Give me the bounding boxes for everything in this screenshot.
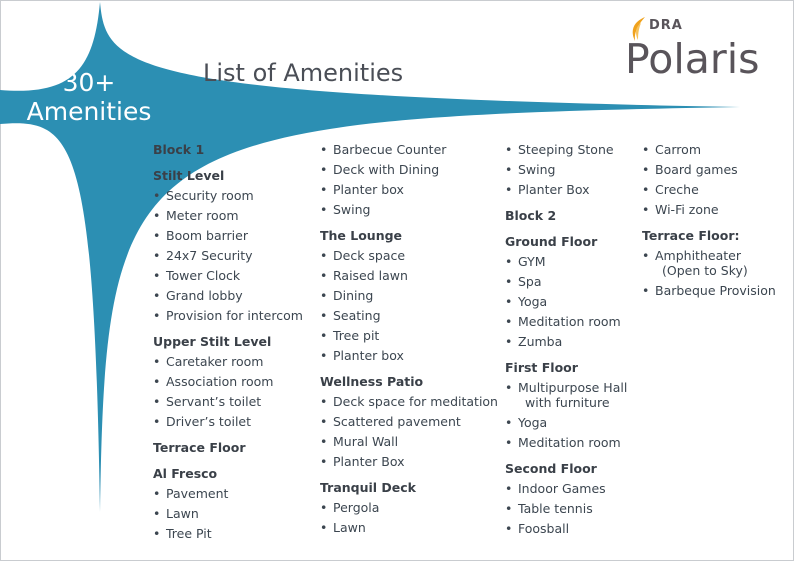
amenity-item bbox=[153, 392, 303, 412]
bullet-icon: • bbox=[153, 526, 161, 541]
bullet-icon: • bbox=[153, 268, 161, 283]
bullet-icon: • bbox=[320, 414, 328, 429]
section-heading: Second Floor bbox=[505, 461, 597, 476]
amenity-item bbox=[505, 479, 627, 499]
amenity-item bbox=[320, 518, 498, 538]
section-heading: The Lounge bbox=[320, 228, 403, 243]
amenity-item bbox=[153, 352, 303, 372]
bullet-icon: • bbox=[505, 162, 513, 177]
bullet-icon: • bbox=[320, 288, 328, 303]
bullet-icon: • bbox=[153, 288, 161, 303]
amenity-item bbox=[505, 332, 627, 352]
amenity-label: Yoga bbox=[518, 415, 548, 430]
amenity-label: Pavement bbox=[166, 486, 229, 501]
amenity-label-continued: (Open to Sky) bbox=[662, 263, 748, 278]
amenity-item bbox=[153, 504, 303, 524]
amenity-item bbox=[320, 326, 498, 346]
logo-brand: DRA bbox=[649, 18, 683, 33]
bullet-icon: • bbox=[320, 394, 328, 409]
amenities-column-3 bbox=[505, 140, 627, 539]
amenity-label: Creche bbox=[655, 182, 699, 197]
amenity-item bbox=[505, 292, 627, 312]
amenity-label: Planter Box bbox=[333, 454, 405, 469]
bullet-icon: • bbox=[505, 435, 513, 450]
bullet-icon: • bbox=[642, 248, 650, 263]
bullet-icon: • bbox=[642, 162, 650, 177]
amenity-label: Meditation room bbox=[518, 435, 621, 450]
amenity-item bbox=[642, 200, 776, 220]
bullet-icon: • bbox=[153, 506, 161, 521]
amenity-label: Barbeque Provision bbox=[655, 283, 776, 298]
amenity-label: Grand lobby bbox=[166, 288, 243, 303]
bullet-icon: • bbox=[320, 348, 328, 363]
amenity-item bbox=[153, 226, 303, 246]
section-heading: First Floor bbox=[505, 360, 578, 375]
amenity-item bbox=[153, 286, 303, 306]
bullet-icon: • bbox=[153, 248, 161, 263]
bullet-icon: • bbox=[320, 328, 328, 343]
bullet-icon: • bbox=[642, 283, 650, 298]
amenity-label: Association room bbox=[166, 374, 274, 389]
section-heading: Terrace Floor bbox=[153, 440, 246, 455]
amenity-label: Seating bbox=[333, 308, 381, 323]
amenity-label: GYM bbox=[518, 254, 546, 269]
section-heading: Al Fresco bbox=[153, 466, 218, 481]
amenity-item bbox=[505, 140, 627, 160]
bullet-icon: • bbox=[642, 142, 650, 157]
amenity-label: Deck with Dining bbox=[333, 162, 440, 177]
section-heading: Terrace Floor: bbox=[642, 228, 740, 243]
bullet-icon: • bbox=[642, 202, 650, 217]
amenity-item bbox=[320, 286, 498, 306]
amenity-label: Tree pit bbox=[333, 328, 380, 343]
bullet-icon: • bbox=[320, 500, 328, 515]
bullet-icon: • bbox=[153, 308, 161, 323]
amenity-item bbox=[320, 200, 498, 220]
amenity-item bbox=[153, 524, 303, 544]
amenity-item bbox=[320, 180, 498, 200]
amenity-label: Spa bbox=[518, 274, 542, 289]
amenity-label: Boom barrier bbox=[166, 228, 248, 243]
amenity-label: Meditation room bbox=[518, 314, 621, 329]
amenity-label: Mural Wall bbox=[333, 434, 399, 449]
amenity-label: Foosball bbox=[518, 521, 570, 536]
amenity-label: Carrom bbox=[655, 142, 701, 157]
bullet-icon: • bbox=[320, 308, 328, 323]
section-heading: Tranquil Deck bbox=[320, 480, 416, 495]
amenity-label: Meter room bbox=[166, 208, 239, 223]
bullet-icon: • bbox=[505, 274, 513, 289]
bullet-icon: • bbox=[320, 142, 328, 157]
section-heading: Block 1 bbox=[153, 142, 205, 157]
amenity-label: Servant’s toilet bbox=[166, 394, 262, 409]
amenity-item bbox=[505, 433, 627, 453]
amenity-label: Security room bbox=[166, 188, 254, 203]
amenity-item bbox=[320, 346, 498, 366]
amenity-label: Deck space bbox=[333, 248, 406, 263]
amenity-label: Multipurpose Hall bbox=[518, 380, 628, 395]
bullet-icon: • bbox=[505, 380, 513, 395]
amenity-label: Barbecue Counter bbox=[333, 142, 447, 157]
polaris-logo bbox=[625, 16, 775, 88]
section-heading: Upper Stilt Level bbox=[153, 334, 272, 349]
bullet-icon: • bbox=[320, 454, 328, 469]
amenity-item bbox=[153, 246, 303, 266]
amenity-label: Driver’s toilet bbox=[166, 414, 252, 429]
section-heading: Stilt Level bbox=[153, 168, 225, 183]
logo-name: Polaris bbox=[625, 35, 760, 83]
amenity-item bbox=[505, 160, 627, 180]
bullet-icon: • bbox=[153, 374, 161, 389]
amenity-item bbox=[153, 372, 303, 392]
bullet-icon: • bbox=[153, 486, 161, 501]
amenity-item bbox=[505, 499, 627, 519]
bullet-icon: • bbox=[505, 142, 513, 157]
bullet-icon: • bbox=[153, 394, 161, 409]
amenity-label: Indoor Games bbox=[518, 481, 606, 496]
amenity-item bbox=[320, 392, 498, 412]
amenity-item bbox=[642, 140, 776, 160]
amenity-label: Yoga bbox=[518, 294, 548, 309]
amenity-label: Swing bbox=[333, 202, 371, 217]
bullet-icon: • bbox=[505, 294, 513, 309]
bullet-icon: • bbox=[320, 520, 328, 535]
amenity-label: Deck space for meditation bbox=[333, 394, 498, 409]
bullet-icon: • bbox=[320, 202, 328, 217]
amenity-label: Planter box bbox=[333, 182, 404, 197]
amenity-item bbox=[153, 484, 303, 504]
amenity-item bbox=[320, 306, 498, 326]
bullet-icon: • bbox=[153, 208, 161, 223]
page-title: List of Amenities bbox=[203, 59, 404, 87]
bullet-icon: • bbox=[505, 182, 513, 197]
amenities-column-1 bbox=[153, 140, 303, 544]
amenity-label: Zumba bbox=[518, 334, 563, 349]
bullet-icon: • bbox=[505, 314, 513, 329]
amenity-label: Scattered pavement bbox=[333, 414, 461, 429]
bullet-icon: • bbox=[320, 162, 328, 177]
amenity-label: Lawn bbox=[166, 506, 199, 521]
bullet-icon: • bbox=[153, 188, 161, 203]
amenity-label-continued: with furniture bbox=[525, 395, 610, 410]
amenity-label: Board games bbox=[655, 162, 738, 177]
badge-label: Amenities bbox=[26, 97, 152, 126]
amenity-item bbox=[505, 180, 627, 200]
amenity-label: Table tennis bbox=[518, 501, 593, 516]
amenity-label: Caretaker room bbox=[166, 354, 264, 369]
amenity-item bbox=[153, 266, 303, 286]
amenities-badge bbox=[0, 68, 178, 126]
amenity-item bbox=[320, 432, 498, 452]
amenity-item bbox=[642, 281, 776, 301]
section-heading: Wellness Patio bbox=[320, 374, 424, 389]
amenity-item bbox=[642, 180, 776, 200]
amenity-item bbox=[505, 378, 627, 413]
amenity-item bbox=[320, 246, 498, 266]
amenity-item bbox=[320, 412, 498, 432]
amenity-item bbox=[642, 246, 776, 281]
amenity-item bbox=[320, 452, 498, 472]
amenity-item bbox=[642, 160, 776, 180]
amenity-item bbox=[505, 519, 627, 539]
bullet-icon: • bbox=[505, 501, 513, 516]
bullet-icon: • bbox=[320, 182, 328, 197]
bullet-icon: • bbox=[505, 415, 513, 430]
amenity-item bbox=[320, 160, 498, 180]
amenity-item bbox=[505, 272, 627, 292]
amenities-column-4 bbox=[642, 140, 776, 301]
amenity-item bbox=[153, 186, 303, 206]
bullet-icon: • bbox=[153, 414, 161, 429]
bullet-icon: • bbox=[505, 481, 513, 496]
bullet-icon: • bbox=[505, 521, 513, 536]
amenity-label: Dining bbox=[333, 288, 374, 303]
amenity-label: Pergola bbox=[333, 500, 380, 515]
section-heading: Ground Floor bbox=[505, 234, 598, 249]
amenity-item bbox=[153, 306, 303, 326]
bullet-icon: • bbox=[320, 248, 328, 263]
bullet-icon: • bbox=[153, 354, 161, 369]
amenity-label: Planter Box bbox=[518, 182, 590, 197]
amenity-item bbox=[153, 412, 303, 432]
bullet-icon: • bbox=[505, 254, 513, 269]
bullet-icon: • bbox=[320, 434, 328, 449]
amenities-column-2 bbox=[320, 140, 498, 538]
amenity-item bbox=[320, 266, 498, 286]
badge-count: 30+ bbox=[62, 68, 116, 97]
bullet-icon: • bbox=[320, 268, 328, 283]
amenity-item bbox=[505, 413, 627, 433]
section-heading: Block 2 bbox=[505, 208, 557, 223]
bullet-icon: • bbox=[642, 182, 650, 197]
amenity-item bbox=[320, 498, 498, 518]
amenity-item bbox=[505, 312, 627, 332]
amenity-label: Tower Clock bbox=[166, 268, 241, 283]
amenity-label: Raised lawn bbox=[333, 268, 408, 283]
amenity-label: Tree Pit bbox=[166, 526, 212, 541]
bullet-icon: • bbox=[505, 334, 513, 349]
amenity-label: Wi-Fi zone bbox=[655, 202, 719, 217]
amenity-label: 24x7 Security bbox=[166, 248, 253, 263]
amenity-label: Lawn bbox=[333, 520, 366, 535]
amenity-item bbox=[153, 206, 303, 226]
amenity-label: Swing bbox=[518, 162, 556, 177]
amenity-label: Planter box bbox=[333, 348, 404, 363]
amenity-label: Amphitheater bbox=[655, 248, 741, 263]
amenity-item bbox=[320, 140, 498, 160]
bullet-icon: • bbox=[153, 228, 161, 243]
amenity-label: Steeping Stone bbox=[518, 142, 614, 157]
amenity-label: Provision for intercom bbox=[166, 308, 303, 323]
amenity-item bbox=[505, 252, 627, 272]
